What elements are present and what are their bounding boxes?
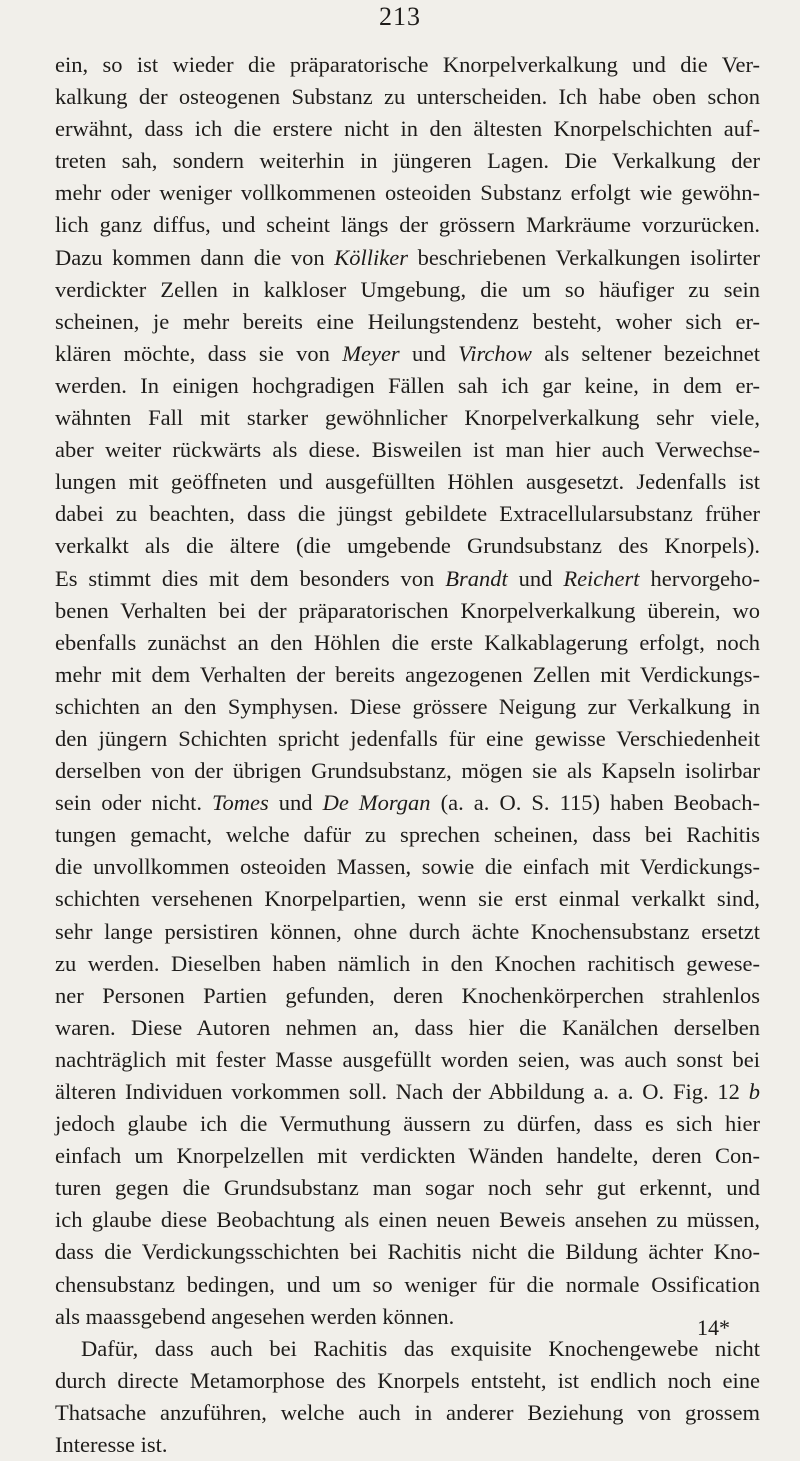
signature-mark: 14* (697, 1315, 730, 1340)
text-line: derselben von der übrigen Grundsubstanz, mögen sie als Kapseln isolirbar (55, 758, 760, 784)
text-line: wähnten Fall mit starker gewöhnlicher Knorpelverkalkung sehr viele, (55, 405, 760, 431)
text-line: schichten versehenen Knorpelpartien, wenn sie erst einmal verkalkt sind, (55, 886, 760, 912)
text-line: treten sah, sondern weiterhin in jüngeren Lagen. Die Verkalkung der (55, 148, 760, 174)
text-line: jedoch glaube ich die Vermuthung äussern zu dürfen, dass es sich hier (55, 1111, 760, 1137)
text-line: ebenfalls zunächst an den Höhlen die erste Kalkablagerung erfolgt, noch (55, 629, 760, 655)
text-line: einfach um Knorpelzellen mit verdickten Wänden handelte, deren Con- (55, 1143, 760, 1169)
text-line: werden. In einigen hochgradigen Fällen sah ich gar keine, in dem er- (55, 372, 760, 398)
text-line: mehr mit dem Verhalten der bereits angezogenen Zellen mit Verdickungs- (55, 661, 760, 687)
text-line: erwähnt, dass ich die erstere nicht in den ältesten Knorpelschichten auf- (55, 116, 760, 142)
text-line: dass die Verdickungsschichten bei Rachitis nicht die Bildung ächter Kno- (55, 1239, 760, 1265)
text-line: ich glaube diese Beobachtung als einen neuen Beweis ansehen zu müssen, (55, 1207, 760, 1233)
text-line: kalkung der osteogenen Substanz zu unterscheiden. Ich habe oben schon (55, 84, 760, 110)
text-line: tungen gemacht, welche dafür zu sprechen scheinen, dass bei Rachitis (55, 822, 760, 848)
body-text (55, 49, 760, 1461)
text-line: älteren Individuen vorkommen soll. Nach der Abbildung a. a. O. Fig. 12 b (55, 1079, 760, 1104)
text-line: verkalkt als die ältere (die umgebende Grundsubstanz des Knorpels). (55, 533, 760, 559)
text-line: ner Personen Partien gefunden, deren Knochenkörperchen strahlenlos (55, 982, 760, 1008)
text-line: Dafür, dass auch bei Rachitis das exquisite Knochengewebe nicht (81, 1335, 760, 1361)
text-line: turen gegen die Grundsubstanz man sogar noch sehr gut erkennt, und (55, 1175, 760, 1201)
page-number: 213 (379, 2, 421, 31)
text-line: als maassgebend angesehen werden können. (55, 1303, 455, 1329)
text-line: scheinen, je mehr bereits eine Heilungstendenz besteht, woher sich er- (55, 308, 760, 334)
text-line: den jüngern Schichten spricht jedenfalls für eine gewisse Verschiedenheit (55, 725, 760, 751)
text-line: Dazu kommen dann die von Kölliker beschriebenen Verkalkungen isolirter (55, 244, 761, 270)
text-line: durch directe Metamorphose des Knorpels entsteht, ist endlich noch eine (55, 1367, 760, 1393)
text-line: die unvollkommen osteoiden Massen, sowie die einfach mit Verdickungs- (55, 854, 760, 880)
text-line: Interesse ist. (55, 1432, 168, 1458)
text-line: waren. Diese Autoren nehmen an, dass hier die Kanälchen derselben (55, 1014, 760, 1040)
text-line: chensubstanz bedingen, und um so weniger für die normale Ossification (55, 1271, 760, 1297)
text-line: mehr oder weniger vollkommenen osteoiden Substanz erfolgt wie gewöhn- (55, 180, 760, 206)
text-line: lich ganz diffus, und scheint längs der grössern Markräume vorzurücken. (55, 212, 760, 238)
text-line: sehr lange persistiren können, ohne durch ächte Knochensubstanz ersetzt (55, 918, 760, 944)
text-line: Es stimmt dies mit dem besonders von Brandt und Reichert hervorgeho- (55, 565, 761, 591)
text-line: lungen mit geöffneten und ausgefüllten Höhlen ausgesetzt. Jedenfalls ist (55, 469, 760, 495)
text-line: sein oder nicht. Tomes und De Morgan (a. a. O. S. 115) haben Beobach- (55, 790, 761, 816)
text-line: schichten an den Symphysen. Diese grössere Neigung zur Verkalkung in (55, 693, 760, 719)
text-line: nachträglich mit fester Masse ausgefüllt worden seien, was auch sonst bei (55, 1046, 760, 1072)
text-line: dabei zu beachten, dass die jüngst gebildete Extracellularsubstanz früher (55, 501, 760, 527)
text-line: klären möchte, dass sie von Meyer und Virchow als seltener bezeichnet (55, 340, 761, 366)
text-line: ein, so ist wieder die präparatorische Knorpelverkalkung und die Ver- (55, 52, 760, 77)
text-line: verdickter Zellen in kalkloser Umgebung, die um so häufiger zu sein (55, 276, 760, 302)
text-line: zu werden. Dieselben haben nämlich in den Knochen rachitisch gewese- (55, 950, 760, 976)
text-line: Thatsache anzuführen, welche auch in anderer Beziehung von grossem (55, 1399, 760, 1425)
text-line: benen Verhalten bei der präparatorischen Knorpelverkalkung überein, wo (55, 597, 760, 623)
text-line: aber weiter rückwärts als diese. Bisweilen ist man hier auch Verwechse- (55, 437, 760, 463)
